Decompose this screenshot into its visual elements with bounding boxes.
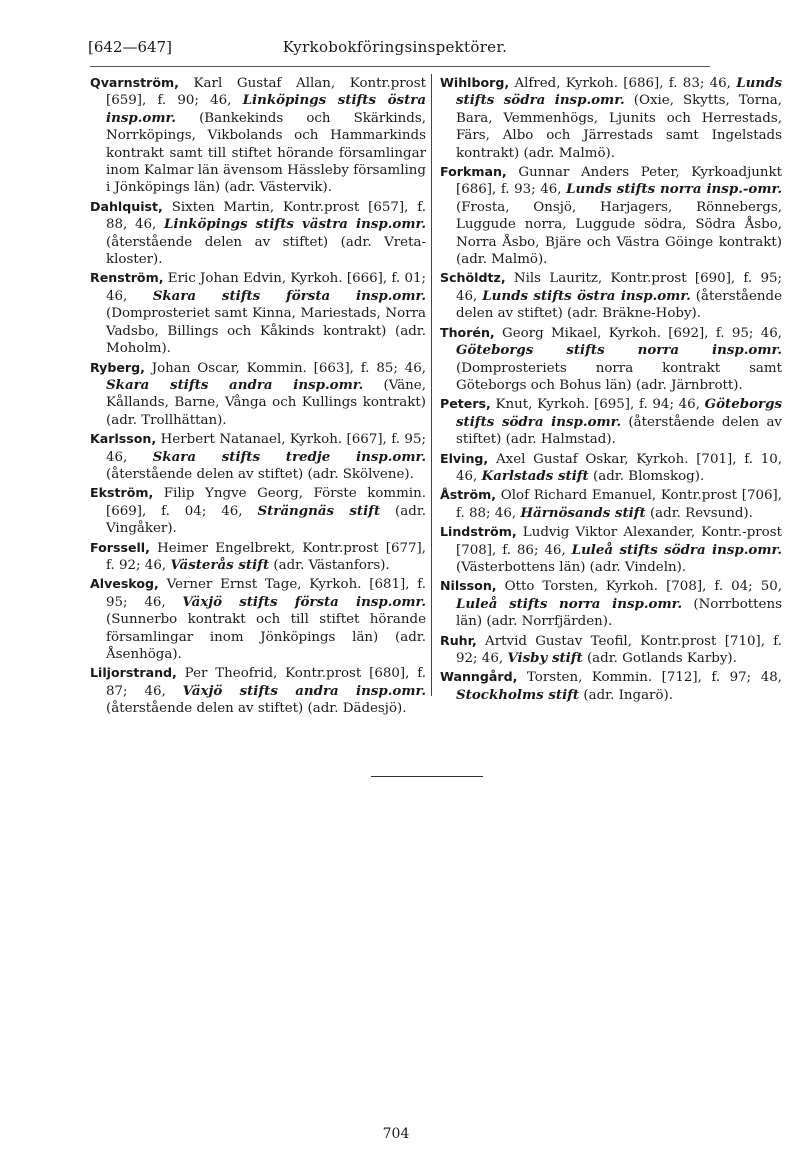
entry-name: Liljorstrand, — [90, 665, 177, 681]
right-column — [440, 74, 782, 705]
entry-diocese: Luleå stifts norra insp.omr. — [456, 595, 683, 612]
entry-scope: (adr. Gotlands Karby). — [582, 651, 737, 666]
entry-name: Renström, — [90, 270, 164, 286]
entry-scope: (adr. Västanfors). — [269, 557, 390, 573]
entry — [440, 632, 782, 668]
page-number: 704 — [382, 1126, 410, 1142]
entry — [440, 395, 782, 448]
entry — [90, 198, 426, 269]
entry-diocese: Växjö stifts andra insp.omr. — [182, 682, 426, 699]
entry-name: Dahlquist, — [90, 198, 163, 214]
entry-diocese: Lunds stifts norra insp.-omr. — [566, 181, 782, 198]
entry — [90, 484, 426, 537]
entry-diocese: Stockholms stift — [456, 686, 580, 703]
entry-name: Ryberg, — [90, 359, 145, 375]
running-title: Kyrkobokföringsinspektörer. — [282, 38, 508, 56]
entry — [90, 430, 426, 483]
entry-diocese: Västerås stift — [170, 556, 270, 573]
end-rule — [371, 776, 483, 777]
entry-name: Qvarnström, — [90, 75, 179, 90]
entry-name: Thorén, — [440, 324, 495, 340]
entry-details: Georg Mikael, Kyrkoh. [692], f. 95; 46, — [494, 325, 782, 341]
entry-scope: (adr. Blomskog). — [588, 468, 705, 484]
entry-scope: (Frosta, Onsjö, Harjagers, Rönnebergs, Luggude norra, Luggude södra, Södra Åsbo, Norra Åsbo, Bjäre och Västra Göinge kontrakt) (adr. Malmö). — [456, 199, 782, 268]
entry-details: Per Theofrid, Kontr.prost [680], f. 87; 46, — [106, 666, 426, 699]
entry-diocese: Karlstads stift — [481, 467, 589, 484]
entry — [440, 163, 782, 268]
entry-scope: (Domprosteriet samt Kinna, Mariestads, Norra Vadsbo, Billings och Kåkinds kontrakt) (adr. Moholm). — [106, 306, 426, 357]
entry-diocese: Strängnäs stift — [257, 502, 381, 519]
entry — [90, 74, 426, 197]
entry — [440, 450, 782, 486]
entry — [90, 359, 426, 430]
entry-scope: (Väne, Kållands, Barne, Vånga och Kullings kontrakt) (adr. Trollhättan). — [106, 377, 426, 428]
entry-details: Otto Torsten, Kyrkoh. [708], f. 04; 50, — [496, 579, 782, 595]
entry-scope: (återstående delen av stiftet) (adr. Bräkne-Hoby). — [456, 288, 782, 322]
entry-details: Axel Gustaf Oskar, Kyrkoh. [701], f. 10, 46, — [456, 451, 782, 484]
entry-diocese: Lunds stifts östra insp.omr. — [482, 287, 691, 304]
entry-name: Peters, — [440, 396, 491, 412]
entry-details: Eric Johan Edvin, Kyrkoh. [666], f. 01; 46, — [106, 271, 426, 304]
entry-diocese: Linköpings stifts västra insp.omr. — [163, 216, 426, 233]
entry-diocese: Växjö stifts första insp.omr. — [182, 593, 427, 610]
entry-details: Artvid Gustav Teofil, Kontr.prost [710], f. 92; 46, — [456, 633, 782, 666]
entry-details: Verner Ernst Tage, Kyrkoh. [681], f. 95; 46, — [106, 577, 426, 610]
entry — [90, 575, 426, 663]
entry-details: Olof Richard Emanuel, Kontr.prost [706], f. 88; 46, — [456, 488, 782, 521]
entry-name: Lindström, — [440, 524, 517, 540]
entry-name: Åström, — [440, 487, 497, 503]
entry-diocese: Luleå stifts södra insp.omr. — [571, 541, 782, 558]
entry — [90, 269, 426, 357]
entry-diocese: Skara stifts tredje insp.omr. — [152, 448, 426, 465]
entry — [90, 664, 426, 717]
entry-diocese: Göteborgs stifts norra insp.omr. — [456, 342, 782, 359]
entry — [440, 324, 782, 395]
entry-details: Heimer Engelbrekt, Kontr.prost [677], f. 92; 46, — [106, 540, 426, 573]
page-range: [642—647] — [88, 38, 172, 56]
entry-details: Ludvig Viktor Alexander, Kontr.-prost [708], f. 86; 46, — [456, 525, 782, 558]
entry-name: Ruhr, — [440, 632, 477, 648]
entry-scope: (Norrbottens län) (adr. Norrfjärden). — [456, 596, 782, 630]
entry-name: Forkman, — [440, 164, 507, 180]
entry-details: Torsten, Kommin. [712], f. 97; 48, — [517, 670, 782, 686]
entry-scope: (Västerbottens län) (adr. Vindeln). — [456, 559, 687, 575]
entry-details: Knut, Kyrkoh. [695], f. 94; 46, — [490, 397, 705, 413]
entry-name: Forssell, — [90, 539, 150, 555]
entry-diocese: Skara stifts första insp.omr. — [152, 287, 426, 304]
entry-name: Nilsson, — [440, 578, 497, 594]
entry-scope: (Oxie, Skytts, Torna, Bara, Vemmenhögs, Ljunits och Herrestads, Färs, Albo och Järrestads samt Ingelstads kontrakt) (adr. Malmö). — [456, 93, 782, 161]
entry-details: Gunnar Anders Peter, Kyrkoadjunkt [686], f. 93; 46, — [456, 165, 782, 198]
entry-scope: (återstående delen av stiftet) (adr. Halmstad). — [456, 414, 782, 448]
entry-name: Elving, — [440, 450, 489, 466]
entry — [440, 668, 782, 704]
entry-scope: (återstående delen av stiftet) (adr. Vreta-kloster). — [106, 234, 426, 268]
entry — [440, 74, 782, 162]
header-rule — [90, 66, 710, 67]
entry-name: Karlsson, — [90, 431, 157, 447]
entry — [440, 486, 782, 522]
entry-diocese: Skara stifts andra insp.omr. — [106, 376, 364, 393]
entry-details: Filip Yngve Georg, Förste kommin. [669], f. 04; 46, — [106, 486, 426, 519]
column-divider — [431, 74, 432, 696]
entry-diocese: Linköpings stifts östra insp.omr. — [106, 92, 426, 126]
entry-name: Alveskog, — [90, 576, 159, 592]
entry-details: Alfred, Kyrkoh. [686], f. 83; 46, — [509, 76, 737, 91]
entry — [440, 523, 782, 576]
entry — [440, 269, 782, 322]
entry-details: Sixten Martin, Kontr.prost [657], f. 88, 46, — [106, 199, 426, 233]
entry-diocese: Lunds stifts södra insp.omr. — [456, 75, 782, 109]
entry-scope: (adr. Ingarö). — [579, 687, 673, 703]
entry-details: Karl Gustaf Allan, Kontr.prost [659], f. 90; 46, — [106, 76, 426, 109]
page-header — [88, 38, 702, 60]
entry-scope: (adr. Vingåker). — [106, 503, 426, 537]
entry — [90, 539, 426, 575]
entry-details: Herbert Natanael, Kyrkoh. [667], f. 95; 46, — [106, 432, 426, 465]
entry-scope: (Bankekinds och Skärkinds, Norrköpings, Vikbolands och Hammarkinds kontrakt samt till stiftet hörande församlingar inom Kalmar län ävensom Hässleby församling i Jönköpings län) (adr. Västervik). — [106, 110, 426, 196]
entry-name: Schöldtz, — [440, 270, 506, 286]
entry-scope: (Domprosteriets norra kontrakt samt Göteborgs och Bohus län) (adr. Järnbrott). — [456, 360, 782, 393]
entry-scope: (adr. Revsund). — [645, 505, 753, 521]
left-column — [90, 74, 426, 719]
entry-diocese: Härnösands stift — [520, 504, 646, 521]
entry-details: Johan Oscar, Kommin. [663], f. 85; 46, — [144, 360, 426, 376]
entry-name: Ekström, — [90, 485, 154, 501]
entry-scope: (återstående delen av stiftet) (adr. Skölvene). — [106, 466, 414, 482]
entry-details: Nils Lauritz, Kontr.prost [690], f. 95; 46, — [456, 271, 782, 304]
entry-name: Wihlborg, — [440, 75, 510, 90]
entry-diocese: Göteborgs stifts södra insp.omr. — [456, 396, 782, 430]
entry-scope: (Sunnerbo kontrakt och till stiftet hörande församlingar inom Jönköpings län) (adr. Åsenhöga). — [106, 612, 426, 662]
entry-diocese: Visby stift — [507, 650, 583, 666]
entry-scope: (återstående delen av stiftet) (adr. Dädesjö). — [106, 701, 407, 717]
entry — [440, 577, 782, 630]
entry-name: Wanngård, — [440, 669, 518, 685]
